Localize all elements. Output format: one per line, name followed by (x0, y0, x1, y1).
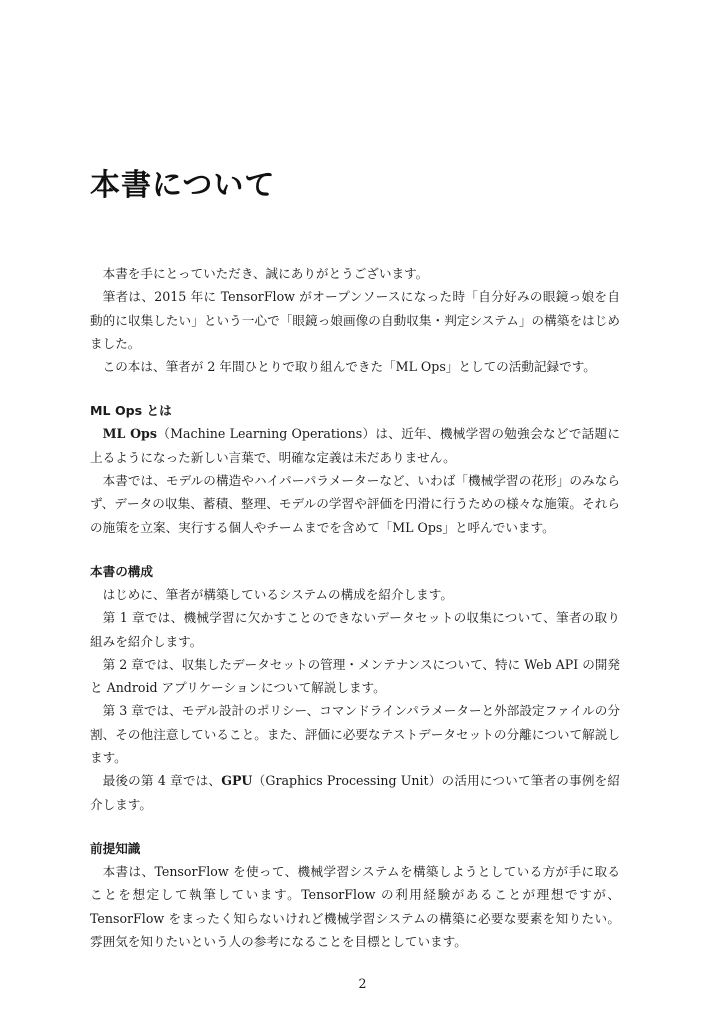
ml-ops-definition-paragraph (90, 422, 620, 469)
structure-paragraph: はじめに、筆者が構築しているシステムの構成を紹介します。 (102, 586, 453, 602)
structure-paragraph: 第 3 章では、モデル設計のポリシー、コマンドラインパラメーターと外部設定ファイルの分割、その他注意していること。また、評価に必要なテストデータセットの分離について解説します。 (90, 703, 620, 766)
ml-ops-heading: ML Ops とは (90, 403, 172, 419)
prerequisites-section (90, 839, 620, 953)
structure-section (90, 562, 620, 816)
structure-heading: 本書の構成 (90, 563, 153, 579)
structure-last-rest: （Graphics Processing Unit）の活用について筆者の事例を紹介します。 (90, 773, 620, 812)
intro-paragraph: この本は、筆者が 2 年間ひとりで取り組んできた「ML Ops」としての活動記録です。 (102, 359, 596, 375)
prerequisites-heading: 前提知識 (90, 840, 141, 856)
structure-last-paragraph (90, 769, 620, 816)
ml-ops-term: ML Ops (102, 426, 157, 442)
ml-ops-section (90, 401, 620, 538)
intro-paragraph: 本書を手にとっていただき、誠にありがとうございます。 (102, 266, 429, 281)
structure-last-pre: 最後の第 4 章では、 (102, 773, 222, 789)
chapter-body (90, 262, 620, 953)
ml-ops-definition-text: （Machine Learning Operations）は、近年、機械学習の勉強会などで話題に上るようになった新しい言葉で、明確な定義は未だありません。 (90, 426, 621, 465)
structure-paragraph: 第 1 章では、機械学習に欠かすことのできないデータセットの収集について、筆者の取り組みを紹介します。 (90, 610, 620, 649)
ml-ops-paragraph: 本書では、モデルの構造やハイパーパラメーターなど、いわば「機械学習の花形」のみならず、データの収集、蓄積、整理、モデルの学習や評価を円滑に行うための様々な施策。それらの施策を立案、実行する個人やチームまでを含めて「ML Ops」と呼んでいます。 (90, 473, 620, 535)
structure-paragraph: 第 2 章では、収集したデータセットの管理・メンテナンスについて、特に Web API の開発と Android アプリケーションについて解説します。 (90, 656, 620, 696)
page-number: 2 (358, 976, 367, 991)
chapter-title: 本書について (90, 168, 276, 203)
intro-paragraph: 筆者は、2015 年に TensorFlow がオープンソースになった時「自分好みの眼鏡っ娘を自動的に収集したい」という一心で「眼鏡っ娘画像の自動収集・判定システム」の構築をはじめました。 (90, 289, 620, 351)
prerequisites-paragraph: 本書は、TensorFlow を使って、機械学習システムを構築しようとしている方が手に取ることを想定して執筆しています。TensorFlow の利用経験があることが理想ですが、TensorFlow をまったく知らないけれど機械学習システムの構築に必要な要素を知りたい。雰囲気を知りたいという人の参考になることを目標としています。 (90, 863, 620, 949)
intro-section (90, 262, 620, 378)
gpu-term: GPU (221, 773, 253, 789)
